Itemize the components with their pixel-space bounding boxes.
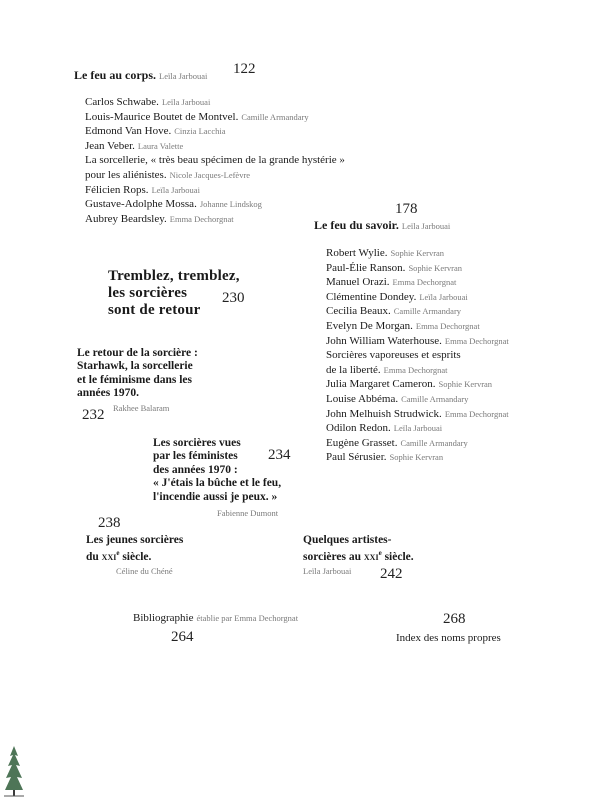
entry-author: Camille Armandary bbox=[400, 437, 468, 448]
page-number-234: 234 bbox=[268, 447, 291, 463]
toc-entry bbox=[85, 168, 345, 183]
entry-title: Jean Veber. bbox=[85, 139, 135, 152]
entry-author: Johanne Lindskog bbox=[199, 199, 262, 210]
toc-entry bbox=[85, 197, 345, 212]
title-line: Le retour de la sorcière : bbox=[77, 347, 198, 359]
title-line: par les féministes bbox=[153, 450, 238, 463]
entry-title: pour les aliénistes. bbox=[85, 168, 167, 181]
entry-title: Carlos Schwabe. bbox=[85, 96, 159, 108]
section-author: Leïla Jarbouai bbox=[303, 566, 352, 576]
entry-title: Manuel Orazi. bbox=[326, 276, 390, 289]
page-number-122: 122 bbox=[233, 61, 256, 77]
century-suffix: e bbox=[116, 549, 120, 558]
entry-title: Louise Abbéma. bbox=[326, 392, 399, 405]
entry-list-feu-du-savoir bbox=[326, 246, 509, 465]
toc-entry bbox=[326, 290, 509, 305]
page-number-238: 238 bbox=[98, 515, 121, 531]
title-line: les sorcières bbox=[108, 285, 188, 301]
title-line: Tremblez, tremblez, bbox=[108, 268, 240, 284]
page-number-230: 230 bbox=[222, 290, 245, 306]
entry-author: Laura Valette bbox=[137, 140, 184, 151]
section-author: Céline du Chéné bbox=[116, 566, 173, 576]
entry-title: de la liberté. bbox=[326, 363, 381, 376]
century-numeral: xxi bbox=[101, 551, 117, 564]
entry-title: Robert Wylie. bbox=[326, 247, 388, 259]
entry-title: Paul Sérusier. bbox=[326, 451, 387, 464]
entry-author: Leïla Jarbouai bbox=[151, 184, 200, 195]
title-line: l'incendie aussi je peux. » bbox=[153, 490, 278, 503]
entry-author: Emma Dechorgnat bbox=[169, 213, 234, 224]
entry-title: Cecilia Beaux. bbox=[326, 305, 391, 318]
title-line: « J'étais la bûche et le feu, bbox=[153, 477, 282, 490]
entry-author: Emma Dechorgnat bbox=[392, 277, 457, 288]
toc-entry bbox=[85, 110, 345, 125]
entry-title: Odilon Redon. bbox=[326, 422, 391, 435]
century-numeral: xxi bbox=[363, 551, 379, 564]
entry-author: Emma Dechorgnat bbox=[415, 320, 480, 331]
entry-author: Leïla Jarbouai bbox=[419, 291, 468, 302]
toc-entry bbox=[326, 363, 509, 378]
entry-author: Emma Dechorgnat bbox=[444, 408, 509, 419]
toc-entry bbox=[326, 275, 509, 290]
bibliography-author: établie par Emma Dechorgnat bbox=[196, 613, 299, 623]
page-number-242: 242 bbox=[380, 566, 403, 582]
entry-title: John Melhuish Strudwick. bbox=[326, 407, 442, 420]
toc-entry bbox=[326, 421, 509, 436]
entry-title: La sorcellerie, « très beau spécimen de la grande hystérie » bbox=[85, 154, 345, 167]
section-title-feu-au-corps bbox=[74, 68, 207, 83]
title-line: et le féminisme dans les bbox=[77, 373, 192, 386]
century-suffix: e bbox=[378, 549, 382, 558]
entry-author: Nicole Jacques-Lefèvre bbox=[169, 169, 251, 180]
toc-entry bbox=[85, 139, 345, 154]
entry-author: Emma Dechorgnat bbox=[444, 335, 509, 346]
section-title-tremblez bbox=[108, 268, 240, 319]
toc-entry bbox=[85, 153, 345, 168]
section-title-retour-sorciere bbox=[77, 347, 198, 401]
toc-entry bbox=[326, 246, 509, 261]
entry-author: Camille Armandary bbox=[241, 111, 309, 122]
entry-author: Emma Dechorgnat bbox=[383, 364, 448, 375]
toc-entry bbox=[326, 319, 509, 334]
page-number-232: 232 bbox=[82, 407, 105, 423]
page-number-264: 264 bbox=[171, 629, 194, 645]
title-line: sorcières au xxi$^e$ siècle. bbox=[303, 549, 414, 564]
entry-title: Félicien Rops. bbox=[85, 183, 149, 196]
title-line: du xxi$^e$ siècle. bbox=[86, 549, 152, 564]
bibliography-entry bbox=[133, 611, 298, 625]
title-line: années 1970. bbox=[77, 387, 139, 400]
section-author: Fabienne Dumont bbox=[217, 508, 279, 518]
entry-author: Leïla Jarbouai bbox=[161, 97, 211, 107]
entry-title: Gustave-Adolphe Mossa. bbox=[85, 198, 197, 211]
toc-entry bbox=[326, 450, 509, 465]
toc-entry bbox=[326, 261, 509, 276]
entry-title: Clémentine Dondey. bbox=[326, 290, 417, 303]
entry-list-feu-au-corps bbox=[85, 95, 345, 226]
title-line: Les sorcières vues bbox=[153, 437, 241, 449]
title-line: Starhawk, la sorcellerie bbox=[77, 360, 193, 373]
toc-entry bbox=[326, 392, 509, 407]
entry-author: Sophie Kervran bbox=[438, 379, 493, 390]
title-line: sont de retour bbox=[108, 302, 201, 318]
entry-title: Louis-Maurice Boutet de Montvel. bbox=[85, 110, 239, 123]
entry-title: Sorcières vaporeuses et esprits bbox=[326, 349, 461, 362]
toc-entry bbox=[326, 407, 509, 422]
entry-title: Edmond Van Hove. bbox=[85, 125, 172, 138]
entry-title: Evelyn De Morgan. bbox=[326, 319, 413, 332]
section-author: Leïla Jarbouai bbox=[159, 71, 208, 81]
title-line: Quelques artistes- bbox=[303, 534, 392, 546]
page-number-268: 268 bbox=[443, 611, 466, 627]
section-title-jeunes-sorcieres bbox=[86, 534, 183, 565]
toc-entry bbox=[326, 304, 509, 319]
title-line: des années 1970 : bbox=[153, 463, 238, 476]
entry-author: Leïla Jarbouai bbox=[393, 423, 443, 434]
toc-entry bbox=[326, 377, 509, 392]
title-line: Les jeunes sorcières bbox=[86, 534, 184, 546]
page-number-178: 178 bbox=[395, 201, 418, 217]
section-title-quelques-artistes bbox=[303, 534, 414, 565]
entry-author: Sophie Kervran bbox=[408, 262, 463, 273]
toc-entry bbox=[326, 334, 509, 349]
entry-title: Aubrey Beardsley. bbox=[85, 212, 167, 225]
entry-author: Camille Armandary bbox=[401, 393, 469, 404]
toc-entry bbox=[85, 212, 345, 227]
bibliography-title: Bibliographie bbox=[133, 612, 194, 624]
section-author: Leïla Jarbouai bbox=[401, 221, 451, 231]
index-title: Index des noms propres bbox=[396, 632, 501, 644]
toc-entry bbox=[326, 436, 509, 451]
section-title-feu-du-savoir bbox=[314, 218, 450, 233]
entry-author: Cinzia Lacchia bbox=[174, 126, 226, 137]
entry-title: Paul-Élie Ranson. bbox=[326, 261, 406, 274]
section-author: Rakhee Balaram bbox=[113, 403, 170, 413]
toc-entry bbox=[85, 124, 345, 139]
toc-entry bbox=[326, 348, 509, 363]
tree-ornament-icon bbox=[4, 744, 24, 798]
section-title-text: Le feu au corps. bbox=[74, 68, 156, 82]
entry-author: Sophie Kervran bbox=[389, 452, 444, 463]
toc-entry bbox=[85, 183, 345, 198]
section-title-text: Le feu du savoir. bbox=[314, 218, 399, 232]
section-title-sorcieres-vues bbox=[153, 437, 281, 504]
toc-entry bbox=[85, 95, 345, 110]
entry-title: Eugène Grasset. bbox=[326, 436, 398, 449]
entry-author: Camille Armandary bbox=[393, 306, 462, 317]
entry-title: Julia Margaret Cameron. bbox=[326, 378, 436, 391]
entry-title: John William Waterhouse. bbox=[326, 334, 442, 347]
entry-author: Sophie Kervran bbox=[390, 248, 445, 258]
